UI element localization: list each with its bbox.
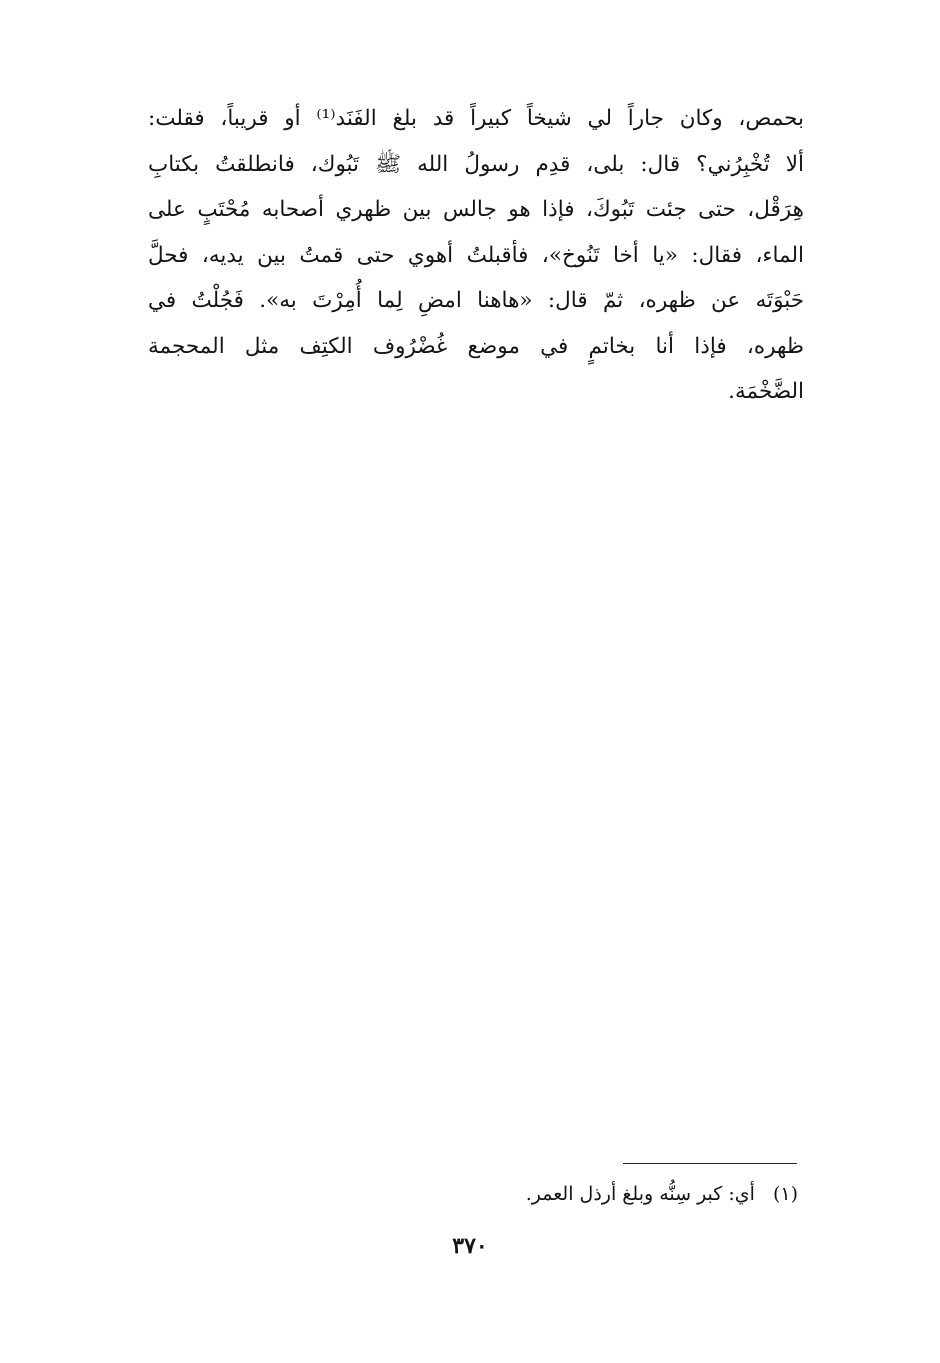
text-line: حَبْوَتَه عن ظهره، ثمّ قال: «هاهنا امضِ لِما أُمِرْتَ به». فَجُلْتُ في — [148, 288, 804, 313]
text-line: ظهره، فإذا أنا بخاتمٍ في موضع غُضْرُوف الكتِف مثل المحجمة — [148, 333, 804, 359]
main-text-block — [148, 96, 804, 415]
text-line: بحمص، وكان جاراً لي شيخاً كبيراً قد بلغ الفَنَد⁽¹⁾ أو قريباً، فقلت: — [148, 106, 804, 131]
text-line: الضَّخْمَة. — [728, 379, 804, 404]
footnote-text: أي: كبر سِنُّه وبلغ أرذل العمر. — [525, 1183, 755, 1205]
text-line: هِرَقْل، حتى جئت تَبُوكَ، فإذا هو جالس بين ظهري أصحابه مُحْتَبٍ على — [148, 197, 804, 222]
footnote — [526, 1180, 798, 1208]
text-line: ألا تُخْبِرُني؟ قال: بلى، قدِم رسولُ الله ﷺ تَبُوك، فانطلقتُ بكتابِ — [148, 151, 804, 177]
page-number: ٣٧٠ — [452, 1233, 488, 1259]
text-line: الماء، فقال: «يا أخا تَنُوخ»، فأقبلتُ أهوي حتى قمتُ بين يديه، فحلَّ — [148, 242, 804, 268]
footnote-number: (١) — [772, 1183, 798, 1205]
footnote-divider — [623, 1163, 797, 1164]
